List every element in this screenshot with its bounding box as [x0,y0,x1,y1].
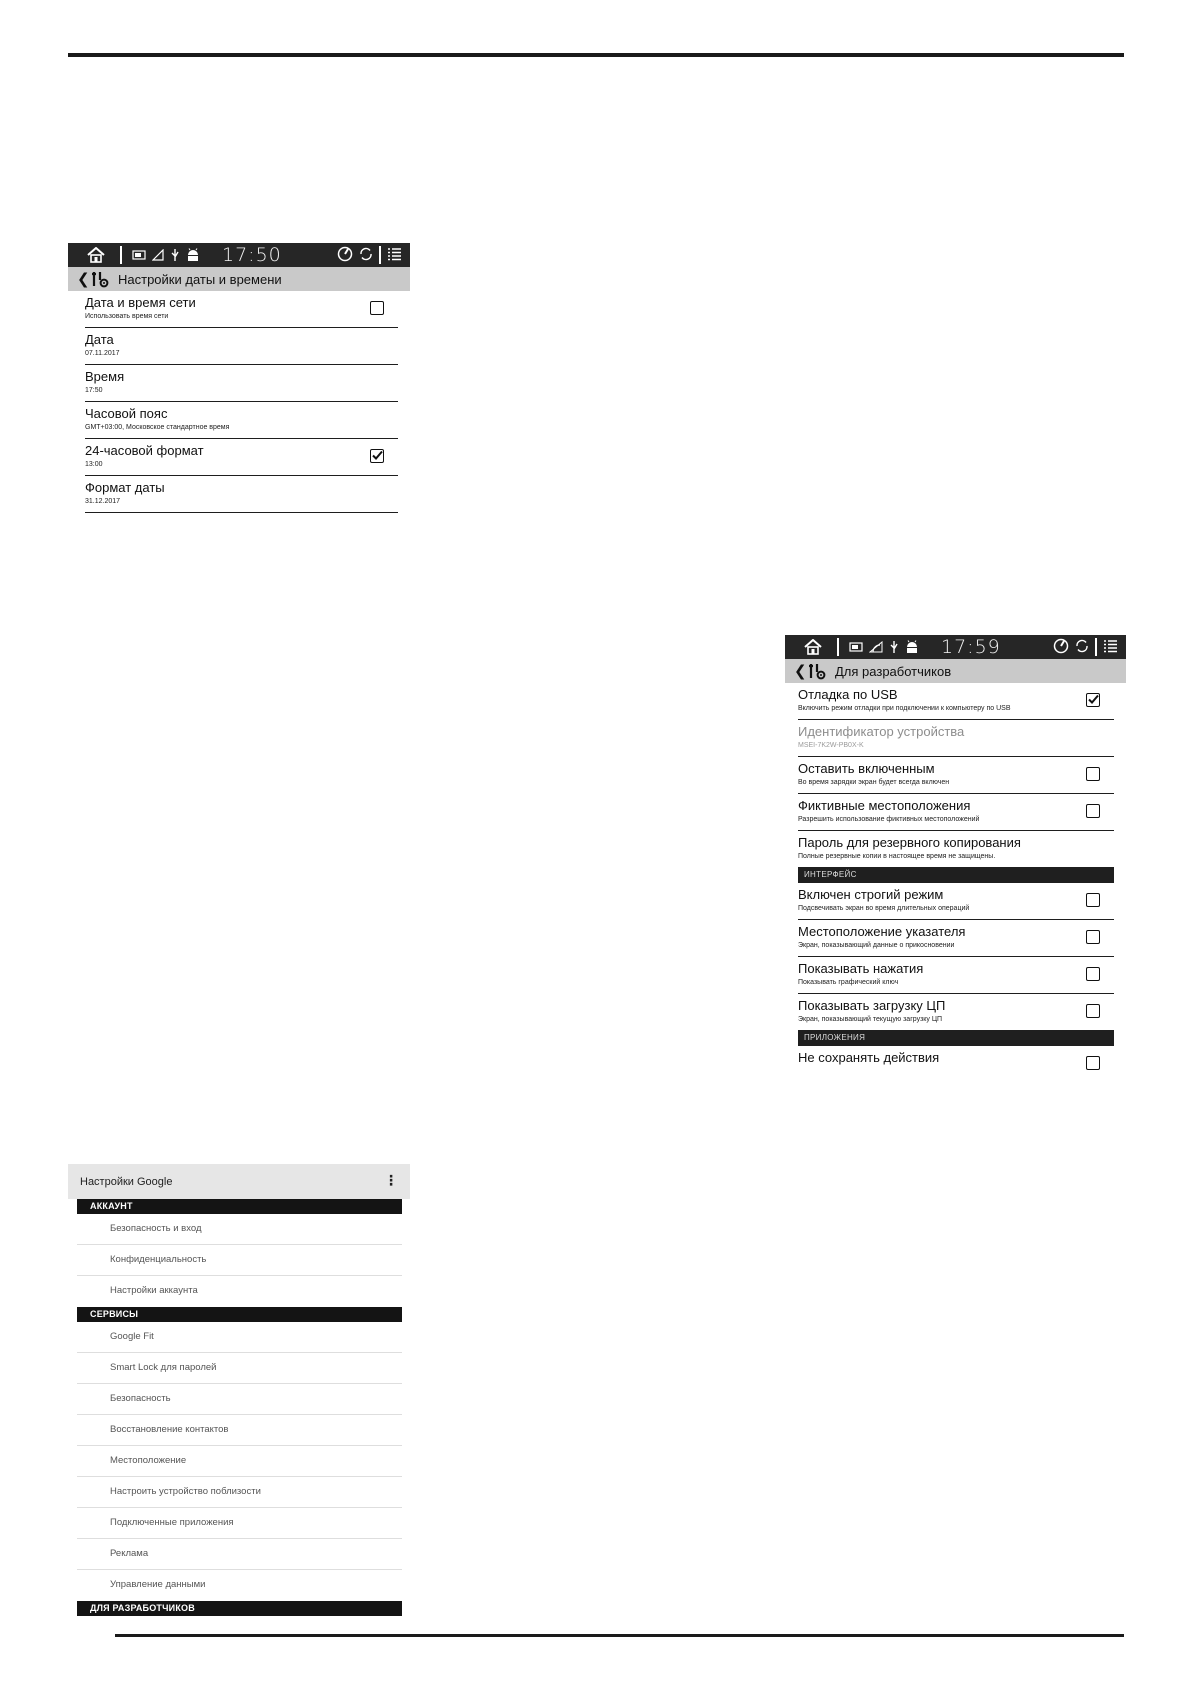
setting-subtitle: 07.11.2017 [85,350,120,357]
setting-show-touches[interactable] [798,957,1114,994]
setting-subtitle: Во время зарядки экран будет всегда включен [798,779,950,786]
setting-title: 24-часовой формат [85,443,204,458]
setting-date-format[interactable] [85,476,398,513]
setting-dont-keep-activities[interactable] [798,1046,1114,1083]
checkbox[interactable] [370,301,384,315]
developer-screenshot [785,635,1126,1093]
setting-24h-format[interactable] [85,439,398,476]
list-item[interactable]: Google Fit [77,1322,402,1353]
setting-title: Местоположение указателя [798,924,966,939]
usb-icon [170,248,180,262]
menu-list-icon[interactable] [1102,638,1118,657]
setting-title: Дата и время сети [85,295,196,310]
setting-time[interactable] [85,365,398,402]
sd-card-icon [132,250,146,260]
status-clock: 17:50 [222,244,282,266]
list-item[interactable]: Восстановление контактов [77,1415,402,1446]
sd-card-icon [849,642,863,652]
setting-title: Фиктивные местоположения [798,798,971,813]
setting-subtitle: Использовать время сети [85,313,169,320]
menu-list-icon[interactable] [386,246,402,265]
setting-subtitle: 13:00 [85,461,103,468]
settings-list [68,291,410,513]
google-settings-list [68,1199,410,1616]
setting-title: Не сохранять действия [798,1050,940,1065]
signal-icon [152,249,164,261]
setting-device-id [798,720,1114,757]
setting-title: Пароль для резервного копирования [798,835,1021,850]
setting-title: Дата [85,332,114,347]
action-bar [785,659,1126,683]
section-header-apps: ПРИЛОЖЕНИЯ [798,1030,1114,1046]
speed-dial-icon[interactable] [1053,638,1069,657]
setting-backup-password[interactable] [798,831,1114,867]
checkbox[interactable] [370,449,384,463]
checkbox[interactable] [1086,804,1100,818]
back-chevron-icon[interactable]: ❮ [794,663,807,680]
setting-subtitle: Включить режим отладки при подключении к компьютеру по USB [798,705,1011,712]
status-divider [837,638,839,656]
list-item[interactable]: Настроить устройство поблизости [77,1477,402,1508]
list-item[interactable]: Подключенные приложения [77,1508,402,1539]
setting-subtitle: Полные резервные копии в настоящее время не защищены. [798,853,996,860]
top-rule [68,53,1124,57]
back-chevron-icon[interactable]: ❮ [77,271,90,288]
check-icon [1087,693,1099,705]
setting-subtitle: GMT+03:00, Московское стандартное время [85,424,230,431]
screen-title: Настройки Google [80,1175,173,1188]
setting-subtitle: 17:50 [85,387,103,394]
screen-title: Настройки даты и времени [118,271,282,287]
list-item[interactable]: Конфиденциальность [77,1245,402,1276]
list-item[interactable]: Smart Lock для паролей [77,1353,402,1384]
usb-icon [889,640,899,654]
checkbox[interactable] [1086,967,1100,981]
setting-show-cpu-usage[interactable] [798,994,1114,1030]
setting-strict-mode[interactable] [798,883,1114,920]
status-bar [785,635,1126,659]
setting-subtitle: Экран, показывающий текущую загрузку ЦП [798,1016,943,1023]
setting-subtitle: MSEI-7K2W-PB0X-K [798,742,864,749]
check-icon [371,449,383,461]
checkbox[interactable] [1086,893,1100,907]
status-bar [68,243,410,267]
checkbox[interactable] [1086,693,1100,707]
android-debug-icon [186,248,200,262]
screen-title: Для разработчиков [835,663,952,679]
setting-title: Показывать загрузку ЦП [798,998,946,1013]
setting-subtitle: Подсвечивать экран во время длительных операций [798,905,970,912]
list-item[interactable]: Управление данными [110,1579,206,1590]
setting-date[interactable] [85,328,398,365]
list-item[interactable]: Безопасность и вход [77,1214,402,1245]
google-settings-screenshot [68,1164,410,1616]
home-icon[interactable] [82,247,110,263]
datetime-screenshot [68,243,410,523]
setting-title: Формат даты [85,480,165,495]
setting-title: Отладка по USB [798,687,898,702]
status-clock: 17:59 [941,636,1001,658]
status-divider [120,246,122,264]
google-settings-header [68,1164,410,1199]
section-header-developers: ДЛЯ РАЗРАБОТЧИКОВ [77,1601,402,1616]
section-header-interface: ИНТЕРФЕЙС [798,867,1114,883]
wifi-icon [869,641,883,653]
home-icon[interactable] [799,639,827,655]
setting-subtitle: Показывать графический ключ [798,979,899,986]
bottom-rule [115,1634,1124,1637]
setting-title: Идентификатор устройства [798,724,965,739]
list-item[interactable]: Местоположение [77,1446,402,1477]
checkbox[interactable] [1086,767,1100,781]
checkbox[interactable] [1086,1004,1100,1018]
setting-title: Включен строгий режим [798,887,944,902]
settings-list [785,683,1126,1083]
more-vert-icon[interactable]: ⋮ [384,1172,398,1188]
android-debug-icon [905,640,919,654]
list-item[interactable]: Реклама [77,1539,402,1570]
list-item[interactable]: Безопасность [77,1384,402,1415]
setting-stay-awake[interactable] [798,757,1114,794]
settings-tools-icon [91,270,113,288]
speed-dial-icon[interactable] [337,246,353,265]
setting-mock-locations[interactable] [798,794,1114,831]
action-bar [68,267,410,291]
section-header-account: АККАУНТ [77,1199,402,1214]
section-header-services: СЕРВИСЫ [77,1307,402,1322]
list-item[interactable]: Настройки аккаунта [110,1285,198,1296]
sync-icon[interactable] [1074,638,1090,657]
setting-subtitle: Экран, показывающий данные о прикосновении [798,942,955,949]
checkbox[interactable] [1086,1056,1100,1070]
setting-pointer-location[interactable] [798,920,1114,957]
setting-subtitle: Разрешить использование фиктивных местоположений [798,816,980,823]
setting-title: Оставить включенным [798,761,935,776]
setting-network-time[interactable] [85,291,398,328]
setting-subtitle: 31.12.2017 [85,498,121,505]
setting-timezone[interactable] [85,402,398,439]
setting-title: Показывать нажатия [798,961,924,976]
setting-title: Часовой пояс [85,406,168,421]
settings-tools-icon [808,662,830,680]
checkbox[interactable] [1086,930,1100,944]
setting-title: Время [85,369,125,384]
sync-icon[interactable] [358,246,374,265]
setting-usb-debugging[interactable] [798,683,1114,720]
status-divider [379,246,381,264]
status-divider [1095,638,1097,656]
